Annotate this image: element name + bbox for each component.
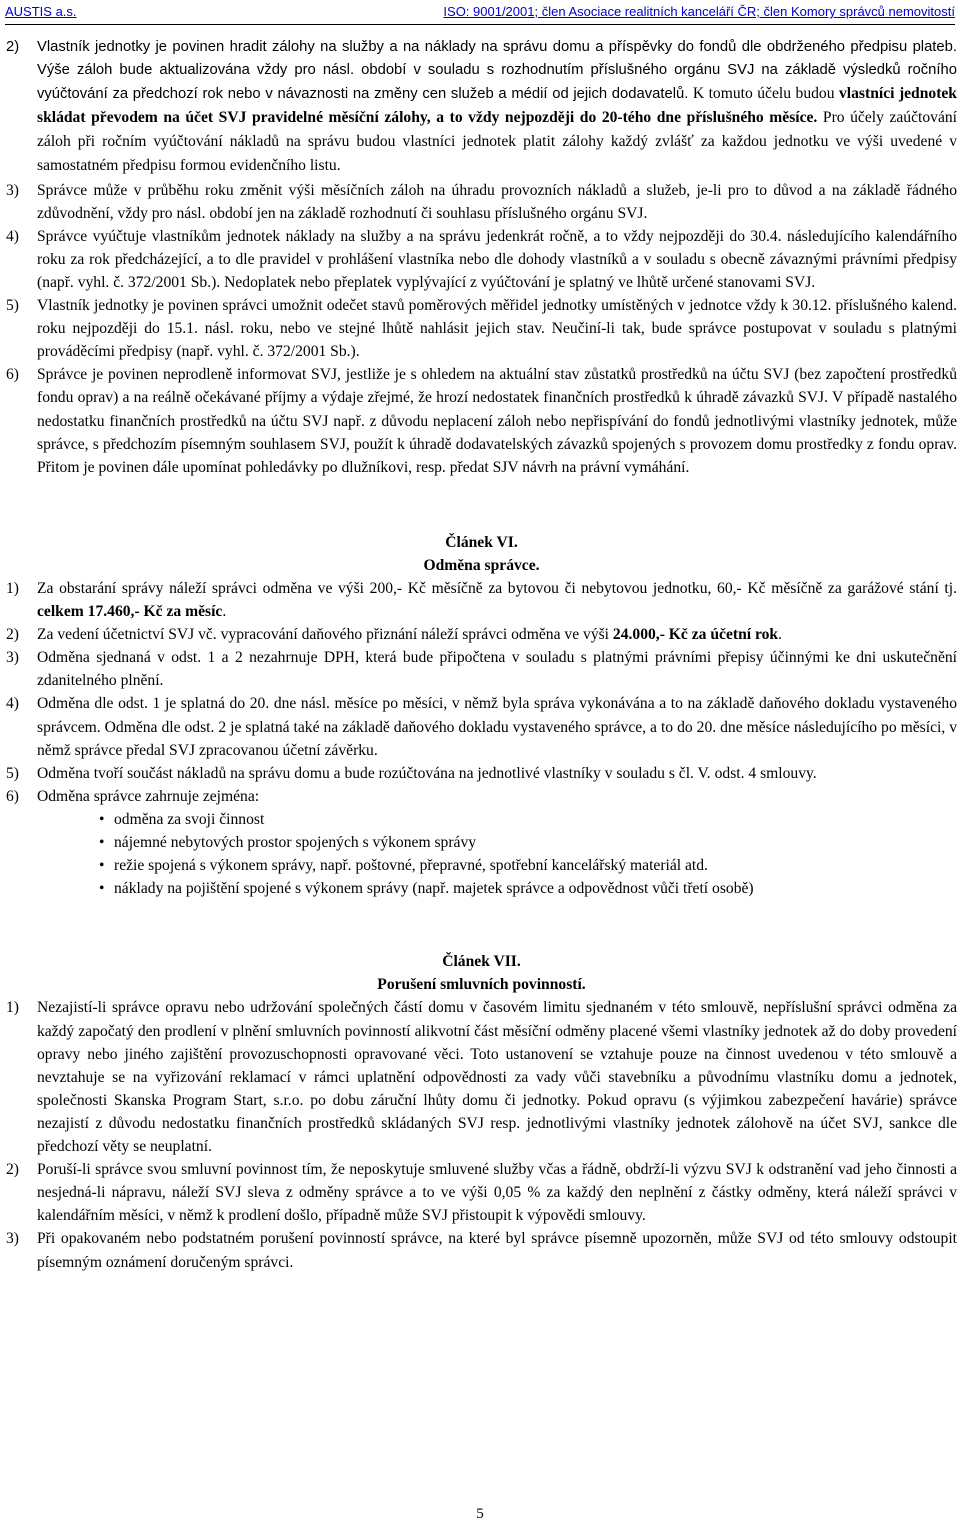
art6-paragraph-3 — [6, 646, 957, 692]
paragraph-text: Za obstarání správy náleží správci odměna ve výši 200,- Kč měsíčně za bytovou či nebytovou jednotku, 60,- Kč měsíčně za garážové stání tj. — [37, 579, 957, 597]
list-item-text: odměna za svoji činnost — [114, 810, 265, 828]
article-7-subtitle: Porušení smluvních povinností. — [377, 976, 586, 994]
paragraph-number: 6) — [6, 366, 19, 384]
art7-paragraph-2 — [6, 1158, 957, 1227]
paragraph-number: 3) — [6, 181, 19, 199]
paragraph-text: Správce je povinen neprodleně informovat SVJ, jestliže je s ohledem na aktuální stav zůstatků prostředků na účtu SVJ (bez započtení prostředků fondu oprav) a na reálně očekávané příjmy a výdaje zřejmé, že hrozí nedostatek finančních prostředků k úhradě závazků SVJ. V případě nastalého nedostatku finančních prostředků na účtu SVJ např. z důvodu neplacení záloh nebo nepřispívání do fondů jednotlivými vlastníky jednotek, může správce, s předchozím písemným souhlasem SVJ, použít k úhradě dodavatelských závazků spojených s provozem domu prostředky z fondu oprav. Přitom je povinen dále upomínat pohledávky po dlužníkovi, resp. předat SJV návrh na právní vymáhání. — [37, 366, 957, 476]
paragraph-text-cont: K tomuto účelu budou — [688, 85, 839, 103]
company-name-link[interactable]: AUSTIS a.s. — [5, 4, 77, 19]
art7-paragraph-1 — [6, 996, 957, 1158]
paragraph-text: Odměna správce zahrnuje zejména: — [37, 787, 260, 805]
document-body — [6, 36, 957, 1274]
paragraph-text: Při opakovaném nebo podstatném porušení povinností správce, na které byl správce písemně upozorněn, může SVJ od této smlouvy odstoupit písemným oznámení doručeným správci. — [37, 1230, 957, 1271]
list-item-text: režie spojená s výkonem správy, např. poštovné, přepravné, spotřební kancelářský materiál atd. — [114, 857, 708, 875]
art6-paragraph-6 — [6, 785, 957, 808]
paragraph-text: Odměna tvoří součást nákladů na správu domu a bude rozúčtována na jednotlivé vlastníky v souladu s čl. V. odst. 4 smlouvy. — [37, 764, 817, 782]
paragraph-number: 2) — [6, 1161, 19, 1179]
art5-paragraph-3 — [6, 179, 957, 225]
paragraph-text: Odměna dle odst. 1 je splatná do 20. dne násl. měsíce po měsíci, v němž byla správa vykonávána a to na základě daňového dokladu vystaveného správcem. Odměna dle odst. 2 je splatná také na základě daňového dokladu vystaveného správce, a to do 20. dne měsíce následujícího po měsíci, v němž správce předal SVJ zpracovanou účetní závěrku. — [37, 695, 957, 759]
paragraph-number: 5) — [6, 764, 19, 782]
bullet-icon: • — [99, 834, 105, 851]
paragraph-number: 6) — [6, 787, 19, 805]
bullet-icon: • — [99, 880, 105, 898]
paragraph-number: 4) — [6, 695, 19, 713]
paragraph-text-tail: Pro účely zaúčtování záloh při ročním vyúčtování nákladů na správu budou vlastníci jednotek platit zálohy každý zvlášť za každou jednotku ve výši uvedené v samostatném předpisu formou evidenčního listu. — [37, 109, 958, 175]
paragraph-number: 2) — [6, 39, 20, 55]
list-item-text: náklady na pojištění spojené s výkonem správy (např. majetek správce a odpovědnost vůči třetí osobě) — [114, 880, 754, 898]
page-header — [5, 4, 955, 25]
paragraph-text: Vlastník jednotky je povinen hradit zálohy na služby a na náklady na správu domu a příspěvky do fondů dle obdrženého předpisu plateb. Výše záloh bude aktualizována vždy pro násl. období v souladu s rozhodnutím příslušného orgánu SVJ na základě výsledků ročního vyúčtování za předchozí rok nebo v návaznosti na změny cen služeb a médií od jejich dodavatelů. — [37, 39, 957, 103]
article-6-title: Článek VI. — [445, 533, 518, 551]
bullet-icon: • — [99, 857, 105, 875]
list-item — [99, 831, 957, 854]
paragraph-text: Vlastník jednotky je povinen správci umožnit odečet stavů poměrových měřidel jednotky umístěných v jednotce vždy k 30.12. příslušného kalend. roku nejpozději do 15.1. násl. roku, nebo ve stejné lhůtě nahlásit jejich stav. Neučiní-li tak, bude správce postupovat v souladu s platnými prováděcími předpisy (např. vyhl. č. 372/2001 Sb.). — [37, 297, 957, 361]
art6-paragraph-5 — [6, 762, 957, 785]
paragraph-text: Správce může v průběhu roku změnit výši měsíčních záloh na úhradu provozních nákladů a služeb, je-li pro to důvod a na základě řádného zdůvodnění, vždy pro násl. období jen na základě rozhodnutí či souhlasu příslušného orgánu SVJ. — [37, 181, 957, 222]
certification-link[interactable]: ISO: 9001/2001; člen Asociace realitních kanceláří ČR; člen Komory správců nemovitostí — [443, 4, 955, 19]
article-7-title: Článek VII. — [442, 953, 521, 971]
paragraph-bold-text: 24.000,- Kč za účetní rok — [612, 626, 779, 644]
art5-paragraph-5 — [6, 294, 957, 363]
art7-paragraph-3 — [6, 1227, 957, 1273]
remuneration-bullet-list — [6, 808, 957, 900]
paragraph-text: Nezajistí-li správce opravu nebo udržování společných částí domu v časovém limitu sjednaném v této smlouvě, nepříslušní správci odměna za každý započatý den prodlení v plnění smluvních povinností alikvotní část měsíční odměny placené všemi vlastníky jednotek až do doby provedení opravy nebo jiného zajištění provozuschopnosti opravované věci. Toto ustanovení se vztahuje pouze na činnost uvedenou v této smlouvě a nevztahuje se na vyřizování reklamací v rámci uplatnění odpovědnosti za vady vůči stavebníku a původnímu vlastníku domu a jednotek, společnosti Skanska Program Start, s.r.o. po dobu záruční lhůty domu či jednotky. Pokud opravu (s výjimkou zabezpečení havárie) správce nezajistí z důvodu nedostatku finančních prostředků skládaných SVJ resp. jednotlivými vlastníky jednotek zálohově na účet SVJ, sankce dle předchozí věty se neuplatní. — [37, 999, 957, 1156]
art5-paragraph-4 — [6, 225, 957, 294]
art6-paragraph-4 — [6, 692, 957, 761]
art6-paragraph-1 — [6, 577, 957, 623]
list-item — [99, 854, 957, 877]
paragraph-number: 1) — [6, 999, 19, 1017]
paragraph-number: 4) — [6, 227, 19, 245]
paragraph-bold-text: celkem 17.460,- Kč za měsíc — [37, 603, 223, 621]
paragraph-number: 3) — [6, 649, 19, 667]
paragraph-number: 5) — [6, 297, 19, 315]
paragraph-text: Správce vyúčtuje vlastníkům jednotek náklady na služby a na správu jedenkrát ročně, a to vždy nejpozději do 30.4. následujícího kalendářního roku za rok předcházející, a to dle pravidel v prohlášení vlastníka nebo dle dohody vlastníků a v souladu s obecně závaznými právními předpisy (např. vyhl. č. 372/2001 Sb.). Nedoplatek nebo přeplatek vyplývající z vyúčtování je splatný ve lhůtě určené stanovami SVJ. — [37, 227, 957, 291]
paragraph-bold-text: vlastníci jednotek skládat převodem na účet SVJ pravidelné měsíční zálohy, a to vždy nejpozději do 20-tého dne příslušného měsíce. — [37, 85, 957, 127]
art6-paragraph-2 — [6, 623, 957, 646]
bullet-icon: • — [99, 810, 105, 828]
paragraph-text: Za vedení účetnictví SVJ vč. vypracování daňového přiznání náleží správci odměna ve výši — [37, 626, 613, 644]
art5-paragraph-2 — [6, 36, 957, 179]
paragraph-text: Poruší-li správce svou smluvní povinnost tím, že neposkytuje smluvené služby včas a řádně, obdrží-li výzvu SVJ k odstranění vad jeho činnosti a nesjedná-li nápravu, náleží SVJ sleva z odměny správce a to ve výši 0,05 % za každý den neplnění z částky odměny, která náleží správci v kalendářním měsíci, v němž k prodlení došlo, případně může SVJ přistoupit k výpovědi smlouvy. — [37, 1161, 957, 1225]
art5-paragraph-6 — [6, 363, 957, 478]
paragraph-text-tail: . — [778, 626, 782, 644]
list-item-text: nájemné nebytových prostor spojených s výkonem správy — [114, 834, 477, 851]
paragraph-number: 2) — [6, 626, 19, 644]
list-item — [99, 808, 957, 831]
article-6-subtitle: Odměna správce. — [423, 556, 540, 574]
paragraph-number: 1) — [6, 579, 19, 597]
paragraph-number: 3) — [6, 1230, 19, 1248]
paragraph-text: Odměna sjednaná v odst. 1 a 2 nezahrnuje DPH, která bude připočtena v souladu s platnými právními přepisy účinnými ke dni uskutečnění zdanitelného plnění. — [37, 649, 957, 690]
list-item — [99, 877, 957, 900]
page-number: 5 — [476, 1506, 484, 1522]
paragraph-text-tail: . — [222, 603, 227, 621]
